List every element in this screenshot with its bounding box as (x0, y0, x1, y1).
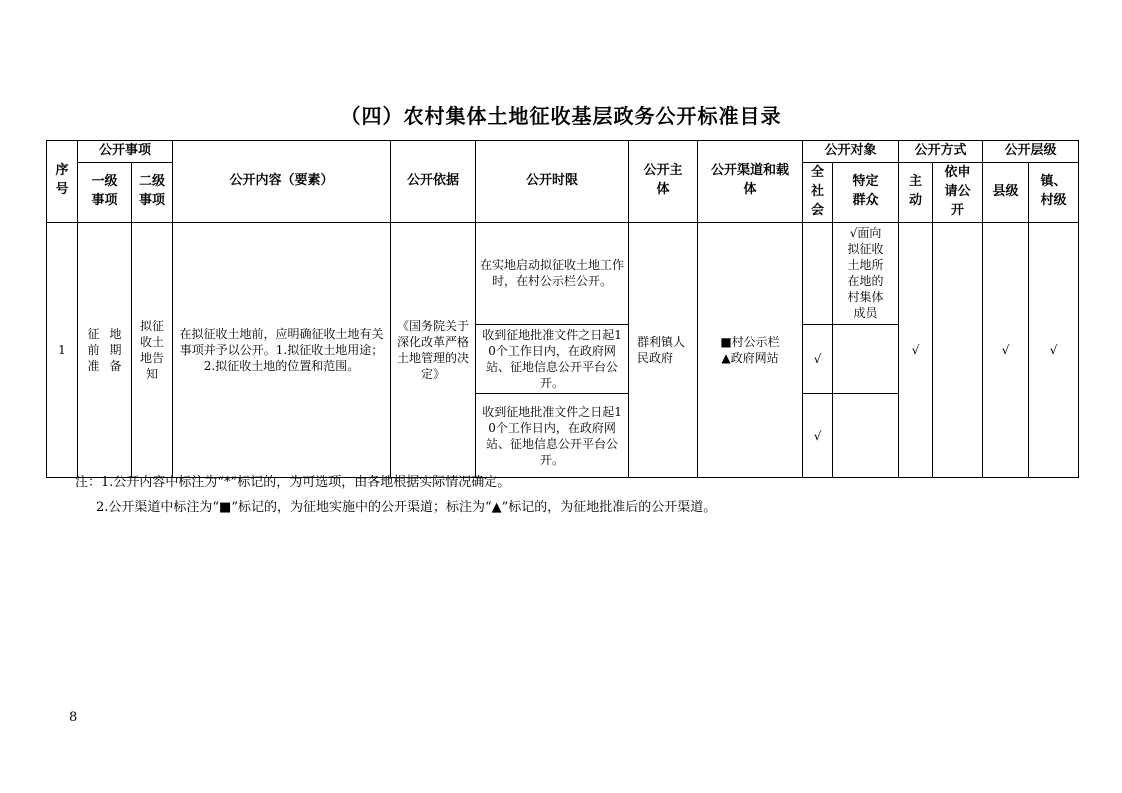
cell-serial: 1 (47, 222, 78, 478)
header-item-l1: 一级事项 (78, 163, 132, 223)
page-title: （四）农村集体土地征收基层政务公开标准目录 (340, 104, 782, 128)
note-line-2: 2.公开渠道中标注为“■”标记的，为征地实施中的公开渠道；标注为“▲”标记的，为征地批准后的公开渠道。 (96, 500, 717, 515)
cell-method-request (933, 222, 983, 478)
cell-method-active: √ (899, 222, 933, 478)
cell-item-l1: 征地前期准备 (78, 222, 132, 478)
header-level-town: 镇、村级 (1029, 163, 1079, 223)
cell-time-limit-2: 收到征地批准文件之日起10个工作日内，在政府网站、征地信息公开平台公开。 (476, 324, 629, 394)
channel-line-village-board: ■村公示栏 (720, 334, 780, 349)
header-time-limit: 公开时限 (476, 141, 629, 223)
header-serial: 序号 (47, 141, 78, 223)
cell-content: 在拟征收土地前，应明确征收土地有关事项并予以公开。1.拟征收土地用途；2.拟征收土地的位置和范围。 (173, 222, 391, 478)
cell-item-l2: 拟征收土地告知 (132, 222, 173, 478)
header-level-county: 县级 (983, 163, 1029, 223)
header-target-public: 全社会 (803, 163, 833, 223)
cell-target-public-1 (803, 222, 833, 324)
cell-target-public-3: √ (803, 394, 833, 478)
page-number: 8 (69, 710, 78, 725)
cell-target-specific-1: √面向拟征收土地所在地的村集体成员 (833, 222, 899, 324)
header-subject: 公开主体 (629, 141, 698, 223)
header-method-group: 公开方式 (899, 141, 983, 163)
table-notes (75, 470, 716, 520)
header-method-request: 依申请公开 (933, 163, 983, 223)
cell-basis: 《国务院关于深化改革严格土地管理的决定》 (391, 222, 476, 478)
cell-level-county: √ (983, 222, 1029, 478)
channel-line-gov-website: ▲政府网站 (721, 350, 779, 365)
header-content: 公开内容（要素） (173, 141, 391, 223)
header-target-group: 公开对象 (803, 141, 899, 163)
header-level-group: 公开层级 (983, 141, 1079, 163)
header-channel: 公开渠道和载体 (698, 141, 803, 223)
header-basis: 公开依据 (391, 141, 476, 223)
cell-channels (698, 222, 803, 478)
header-target-specific: 特定群众 (833, 163, 899, 223)
cell-target-public-2: √ (803, 324, 833, 394)
disclosure-standard-table (46, 140, 1079, 478)
header-method-active: 主动 (899, 163, 933, 223)
cell-time-limit-1: 在实地启动拟征收土地工作时，在村公示栏公开。 (476, 222, 629, 324)
cell-target-specific-2 (833, 324, 899, 394)
cell-subject: 群利镇人民政府 (629, 222, 698, 478)
cell-level-town: √ (1029, 222, 1079, 478)
header-item-group: 公开事项 (78, 141, 173, 163)
cell-target-specific-3 (833, 394, 899, 478)
note-line-1: 注：1.公开内容中标注为“*”标记的，为可选项，由各地根据实际情况确定。 (75, 475, 511, 490)
cell-time-limit-3: 收到征地批准文件之日起10个工作日内，在政府网站、征地信息公开平台公开。 (476, 394, 629, 478)
table-header-row-1 (47, 141, 1079, 163)
table-row-subrow-1 (47, 222, 1079, 324)
header-item-l2: 二级事项 (132, 163, 173, 223)
